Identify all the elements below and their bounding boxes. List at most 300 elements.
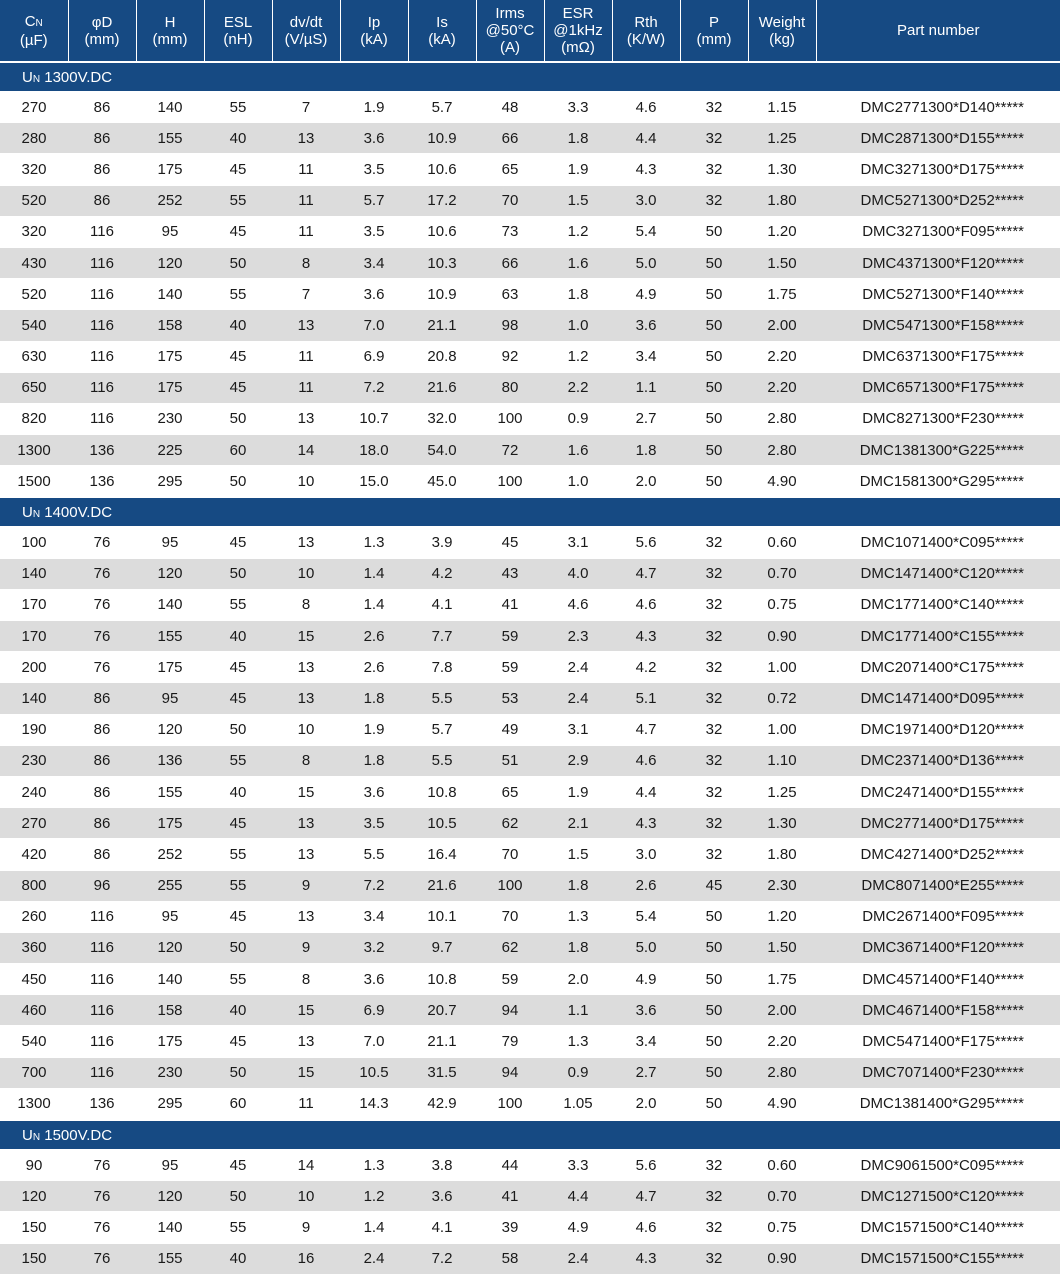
cell-rth: 5.0	[612, 932, 680, 963]
cell-ip: 1.9	[340, 92, 408, 123]
cell-capacitance: 460	[0, 995, 68, 1026]
cell-capacitance: 170	[0, 621, 68, 652]
cell-part-number: DMC1071400*C095*****	[816, 527, 1060, 558]
table-row	[0, 901, 1060, 932]
cell-height: 140	[136, 92, 204, 123]
cell-part-number: DMC1571500*C155*****	[816, 1243, 1060, 1274]
cell-capacitance: 540	[0, 1026, 68, 1057]
cell-height: 252	[136, 185, 204, 216]
cell-is: 5.5	[408, 745, 476, 776]
table-row	[0, 652, 1060, 683]
cell-irms: 59	[476, 621, 544, 652]
header-weight-line1	[749, 14, 816, 31]
cell-capacitance: 700	[0, 1057, 68, 1088]
cell-height: 95	[136, 527, 204, 558]
header-label: Irms	[495, 5, 524, 22]
cell-part-number: DMC1271500*C120*****	[816, 1181, 1060, 1212]
cell-is: 5.7	[408, 714, 476, 745]
cell-esr: 1.8	[544, 870, 612, 901]
header-is	[408, 0, 476, 62]
cell-rth: 4.7	[612, 714, 680, 745]
cell-rth: 5.1	[612, 683, 680, 714]
cell-ip: 3.6	[340, 279, 408, 310]
cell-esr: 1.2	[544, 341, 612, 372]
cell-part-number: DMC8071400*E255*****	[816, 870, 1060, 901]
cell-weight: 1.80	[748, 185, 816, 216]
cell-part-number: DMC4371300*F120*****	[816, 247, 1060, 278]
cell-height: 295	[136, 466, 204, 498]
cell-irms: 94	[476, 995, 544, 1026]
cell-ip: 2.6	[340, 652, 408, 683]
table-row	[0, 403, 1060, 434]
cell-part-number: DMC3271300*D175*****	[816, 154, 1060, 185]
voltage-symbol: U	[22, 504, 33, 521]
cell-rth: 4.6	[612, 1212, 680, 1243]
cell-esl: 45	[204, 341, 272, 372]
cell-ip: 3.5	[340, 154, 408, 185]
cell-is: 4.2	[408, 558, 476, 589]
cell-ip: 7.2	[340, 372, 408, 403]
cell-irms: 70	[476, 185, 544, 216]
cell-ip: 1.4	[340, 589, 408, 620]
cell-is: 10.8	[408, 776, 476, 807]
cell-dv-dt: 13	[272, 310, 340, 341]
cell-is: 10.9	[408, 123, 476, 154]
cell-height: 120	[136, 1181, 204, 1212]
cell-dv-dt: 10	[272, 558, 340, 589]
cell-part-number: DMC5471300*F158*****	[816, 310, 1060, 341]
cell-height: 155	[136, 621, 204, 652]
header-irms-line1	[477, 5, 544, 22]
cell-esl: 60	[204, 435, 272, 466]
cell-part-number: DMC4271400*D252*****	[816, 839, 1060, 870]
header-ip-line1	[341, 14, 408, 31]
header-esl	[204, 0, 272, 62]
cell-dv-dt: 13	[272, 839, 340, 870]
table-row	[0, 1026, 1060, 1057]
cell-diameter: 76	[68, 1181, 136, 1212]
cell-capacitance: 140	[0, 683, 68, 714]
cell-rth: 5.4	[612, 901, 680, 932]
cell-is: 9.7	[408, 932, 476, 963]
cell-diameter: 116	[68, 964, 136, 995]
table-row	[0, 1181, 1060, 1212]
cell-dv-dt: 13	[272, 808, 340, 839]
cell-ip: 10.5	[340, 1057, 408, 1088]
cell-weight: 0.75	[748, 1212, 816, 1243]
table-row	[0, 92, 1060, 123]
table-row	[0, 527, 1060, 558]
cell-part-number: DMC2771300*D140*****	[816, 92, 1060, 123]
cell-diameter: 86	[68, 714, 136, 745]
voltage-subscript: N	[33, 509, 40, 520]
cell-pitch: 50	[680, 279, 748, 310]
cell-irms: 79	[476, 1026, 544, 1057]
cell-capacitance: 240	[0, 776, 68, 807]
cell-diameter: 116	[68, 901, 136, 932]
cell-part-number: DMC6571300*F175*****	[816, 372, 1060, 403]
cell-capacitance: 230	[0, 745, 68, 776]
cell-dv-dt: 10	[272, 1181, 340, 1212]
cell-pitch: 32	[680, 123, 748, 154]
cell-capacitance: 90	[0, 1150, 68, 1181]
cell-esl: 60	[204, 1088, 272, 1120]
cell-capacitance: 280	[0, 123, 68, 154]
cell-weight: 1.15	[748, 92, 816, 123]
cell-is: 10.5	[408, 808, 476, 839]
cell-dv-dt: 13	[272, 652, 340, 683]
table-row	[0, 932, 1060, 963]
cell-irms: 43	[476, 558, 544, 589]
header-unit: (mm)	[69, 31, 136, 48]
cell-esl: 40	[204, 310, 272, 341]
cell-rth: 3.4	[612, 1026, 680, 1057]
table-row	[0, 964, 1060, 995]
header-pitch-line1	[681, 14, 748, 31]
cell-rth: 5.6	[612, 527, 680, 558]
cell-esr: 1.1	[544, 995, 612, 1026]
cell-is: 7.2	[408, 1243, 476, 1274]
cell-part-number: DMC3271300*F095*****	[816, 216, 1060, 247]
cell-pitch: 32	[680, 714, 748, 745]
cell-pitch: 32	[680, 808, 748, 839]
header-unit: (kg)	[749, 31, 816, 48]
cell-weight: 2.30	[748, 870, 816, 901]
cell-pitch: 50	[680, 216, 748, 247]
section-label	[0, 62, 1060, 92]
cell-dv-dt: 13	[272, 123, 340, 154]
cell-irms: 65	[476, 154, 544, 185]
cell-part-number: DMC8271300*F230*****	[816, 403, 1060, 434]
cell-dv-dt: 13	[272, 527, 340, 558]
table-row	[0, 435, 1060, 466]
cell-dv-dt: 11	[272, 185, 340, 216]
cell-capacitance: 190	[0, 714, 68, 745]
cell-diameter: 96	[68, 870, 136, 901]
header-label: H	[165, 14, 176, 31]
header-diameter-line1	[69, 14, 136, 31]
cell-height: 295	[136, 1088, 204, 1120]
cell-height: 175	[136, 1026, 204, 1057]
table-row	[0, 745, 1060, 776]
cell-dv-dt: 10	[272, 466, 340, 498]
cell-ip: 5.7	[340, 185, 408, 216]
cell-part-number: DMC5271300*F140*****	[816, 279, 1060, 310]
cell-dv-dt: 13	[272, 403, 340, 434]
table-row	[0, 1057, 1060, 1088]
cell-dv-dt: 13	[272, 901, 340, 932]
cell-capacitance: 450	[0, 964, 68, 995]
table-row	[0, 558, 1060, 589]
cell-weight: 4.90	[748, 466, 816, 498]
cell-weight: 1.20	[748, 901, 816, 932]
table-row	[0, 185, 1060, 216]
cell-diameter: 76	[68, 652, 136, 683]
header-height-line1	[137, 14, 204, 31]
cell-is: 7.8	[408, 652, 476, 683]
cell-esl: 45	[204, 216, 272, 247]
cell-diameter: 86	[68, 808, 136, 839]
cell-diameter: 116	[68, 1057, 136, 1088]
cell-capacitance: 140	[0, 558, 68, 589]
cell-dv-dt: 15	[272, 1057, 340, 1088]
cell-irms: 58	[476, 1243, 544, 1274]
section-header	[0, 62, 1060, 92]
cell-height: 158	[136, 995, 204, 1026]
header-part-number-line1	[817, 22, 1060, 39]
cell-dv-dt: 7	[272, 92, 340, 123]
cell-weight: 1.50	[748, 932, 816, 963]
cell-ip: 3.6	[340, 123, 408, 154]
cell-esr: 2.9	[544, 745, 612, 776]
cell-diameter: 86	[68, 745, 136, 776]
table-row	[0, 714, 1060, 745]
cell-rth: 2.0	[612, 466, 680, 498]
cell-weight: 0.72	[748, 683, 816, 714]
cell-weight: 1.25	[748, 776, 816, 807]
cell-dv-dt: 7	[272, 279, 340, 310]
cell-irms: 48	[476, 92, 544, 123]
cell-diameter: 86	[68, 154, 136, 185]
cell-irms: 59	[476, 964, 544, 995]
cell-diameter: 116	[68, 372, 136, 403]
cell-ip: 1.2	[340, 1181, 408, 1212]
cell-diameter: 76	[68, 589, 136, 620]
cell-esl: 55	[204, 92, 272, 123]
cell-pitch: 32	[680, 776, 748, 807]
cell-diameter: 116	[68, 247, 136, 278]
cell-height: 140	[136, 589, 204, 620]
cell-pitch: 32	[680, 1181, 748, 1212]
cell-ip: 2.6	[340, 621, 408, 652]
cell-ip: 1.8	[340, 683, 408, 714]
header-label: ESR	[563, 5, 594, 22]
cell-is: 20.7	[408, 995, 476, 1026]
cell-esl: 45	[204, 901, 272, 932]
cell-part-number: DMC1771400*C155*****	[816, 621, 1060, 652]
cell-esr: 1.9	[544, 154, 612, 185]
table-row	[0, 341, 1060, 372]
table-row	[0, 995, 1060, 1026]
cell-pitch: 50	[680, 964, 748, 995]
cell-rth: 4.3	[612, 621, 680, 652]
cell-esr: 1.6	[544, 435, 612, 466]
cell-esr: 2.1	[544, 808, 612, 839]
cell-esr: 1.05	[544, 1088, 612, 1120]
cell-height: 140	[136, 279, 204, 310]
cell-weight: 1.75	[748, 279, 816, 310]
cell-weight: 0.70	[748, 1181, 816, 1212]
cell-weight: 1.30	[748, 808, 816, 839]
cell-is: 21.6	[408, 372, 476, 403]
cell-rth: 4.7	[612, 1181, 680, 1212]
cell-esl: 40	[204, 621, 272, 652]
cell-dv-dt: 14	[272, 1150, 340, 1181]
cell-part-number: DMC1471400*C120*****	[816, 558, 1060, 589]
cell-esl: 50	[204, 932, 272, 963]
cell-is: 17.2	[408, 185, 476, 216]
cell-esr: 2.4	[544, 1243, 612, 1274]
header-irms	[476, 0, 544, 62]
cell-is: 21.1	[408, 1026, 476, 1057]
cell-weight: 2.20	[748, 1026, 816, 1057]
cell-esl: 40	[204, 995, 272, 1026]
cell-height: 95	[136, 901, 204, 932]
cell-height: 95	[136, 683, 204, 714]
table-row	[0, 247, 1060, 278]
cell-esr: 2.2	[544, 372, 612, 403]
cell-height: 155	[136, 776, 204, 807]
cell-rth: 3.4	[612, 341, 680, 372]
cell-dv-dt: 13	[272, 683, 340, 714]
header-label: P	[709, 14, 719, 31]
cell-irms: 62	[476, 808, 544, 839]
cell-weight: 4.90	[748, 1088, 816, 1120]
cell-pitch: 50	[680, 341, 748, 372]
cell-weight: 0.60	[748, 1150, 816, 1181]
voltage-value: 1400V.DC	[40, 504, 112, 521]
cell-dv-dt: 8	[272, 589, 340, 620]
cell-diameter: 76	[68, 1150, 136, 1181]
cell-ip: 6.9	[340, 995, 408, 1026]
cell-irms: 70	[476, 839, 544, 870]
cell-diameter: 116	[68, 279, 136, 310]
cell-pitch: 32	[680, 1150, 748, 1181]
cell-weight: 0.60	[748, 527, 816, 558]
cell-rth: 4.3	[612, 808, 680, 839]
cell-capacitance: 630	[0, 341, 68, 372]
cell-ip: 3.4	[340, 247, 408, 278]
cell-ip: 5.5	[340, 839, 408, 870]
cell-ip: 3.6	[340, 776, 408, 807]
cell-height: 120	[136, 558, 204, 589]
cell-ip: 7.0	[340, 310, 408, 341]
cell-dv-dt: 8	[272, 964, 340, 995]
section-header	[0, 497, 1060, 527]
cell-diameter: 116	[68, 216, 136, 247]
header-pitch	[680, 0, 748, 62]
cell-part-number: DMC5271300*D252*****	[816, 185, 1060, 216]
cell-capacitance: 820	[0, 403, 68, 434]
cell-esr: 3.1	[544, 714, 612, 745]
cell-esr: 2.4	[544, 683, 612, 714]
cell-pitch: 50	[680, 995, 748, 1026]
cell-is: 54.0	[408, 435, 476, 466]
cell-weight: 1.10	[748, 745, 816, 776]
section-label	[0, 497, 1060, 527]
cell-esr: 1.6	[544, 247, 612, 278]
cell-dv-dt: 15	[272, 776, 340, 807]
cell-dv-dt: 16	[272, 1243, 340, 1274]
cell-diameter: 86	[68, 839, 136, 870]
cell-dv-dt: 13	[272, 1026, 340, 1057]
cell-weight: 1.80	[748, 839, 816, 870]
cell-height: 175	[136, 372, 204, 403]
cell-pitch: 50	[680, 466, 748, 498]
cell-part-number: DMC7071400*F230*****	[816, 1057, 1060, 1088]
table-row	[0, 870, 1060, 901]
cell-pitch: 50	[680, 372, 748, 403]
cell-part-number: DMC6371300*F175*****	[816, 341, 1060, 372]
cell-esr: 2.0	[544, 964, 612, 995]
cell-pitch: 50	[680, 1057, 748, 1088]
cell-part-number: DMC2371400*D136*****	[816, 745, 1060, 776]
cell-ip: 1.8	[340, 745, 408, 776]
cell-rth: 4.2	[612, 652, 680, 683]
cell-weight: 1.20	[748, 216, 816, 247]
table-row	[0, 1243, 1060, 1274]
cell-weight: 1.00	[748, 714, 816, 745]
cell-irms: 94	[476, 1057, 544, 1088]
table-row	[0, 372, 1060, 403]
cell-weight: 2.80	[748, 435, 816, 466]
cell-height: 140	[136, 1212, 204, 1243]
cell-ip: 14.3	[340, 1088, 408, 1120]
cell-weight: 0.70	[748, 558, 816, 589]
cell-rth: 4.4	[612, 123, 680, 154]
cell-part-number: DMC1471400*D095*****	[816, 683, 1060, 714]
cell-weight: 2.00	[748, 310, 816, 341]
cell-esr: 1.2	[544, 216, 612, 247]
cell-capacitance: 150	[0, 1212, 68, 1243]
table-row	[0, 466, 1060, 498]
cell-esr: 4.9	[544, 1212, 612, 1243]
cell-weight: 1.30	[748, 154, 816, 185]
cell-weight: 2.80	[748, 1057, 816, 1088]
cell-rth: 3.6	[612, 310, 680, 341]
cell-weight: 1.25	[748, 123, 816, 154]
header-capacitance	[0, 0, 68, 62]
cell-height: 225	[136, 435, 204, 466]
cell-esl: 45	[204, 683, 272, 714]
cell-esl: 55	[204, 870, 272, 901]
cell-height: 175	[136, 341, 204, 372]
header-label: dv/dt	[290, 14, 323, 31]
header-esr	[544, 0, 612, 62]
voltage-value: 1300V.DC	[40, 69, 112, 86]
cell-pitch: 32	[680, 683, 748, 714]
cell-part-number: DMC3671400*F120*****	[816, 932, 1060, 963]
voltage-symbol: U	[22, 69, 33, 86]
cell-is: 10.1	[408, 901, 476, 932]
cell-capacitance: 320	[0, 154, 68, 185]
cell-irms: 70	[476, 901, 544, 932]
cell-capacitance: 1300	[0, 435, 68, 466]
cell-irms: 39	[476, 1212, 544, 1243]
cell-esl: 45	[204, 527, 272, 558]
cell-capacitance: 430	[0, 247, 68, 278]
cell-is: 5.7	[408, 92, 476, 123]
cell-irms: 51	[476, 745, 544, 776]
cell-esr: 1.5	[544, 839, 612, 870]
cell-is: 3.8	[408, 1150, 476, 1181]
cell-capacitance: 270	[0, 808, 68, 839]
cell-height: 95	[136, 216, 204, 247]
cell-irms: 100	[476, 870, 544, 901]
cell-esr: 4.6	[544, 589, 612, 620]
cell-part-number: DMC1381400*G295*****	[816, 1088, 1060, 1120]
cell-dv-dt: 9	[272, 932, 340, 963]
cell-part-number: DMC1381300*G225*****	[816, 435, 1060, 466]
cell-diameter: 136	[68, 466, 136, 498]
cell-ip: 3.6	[340, 964, 408, 995]
cell-pitch: 45	[680, 870, 748, 901]
cell-pitch: 32	[680, 185, 748, 216]
cell-esl: 50	[204, 403, 272, 434]
cell-esr: 4.0	[544, 558, 612, 589]
cell-weight: 2.20	[748, 341, 816, 372]
cell-rth: 2.7	[612, 403, 680, 434]
